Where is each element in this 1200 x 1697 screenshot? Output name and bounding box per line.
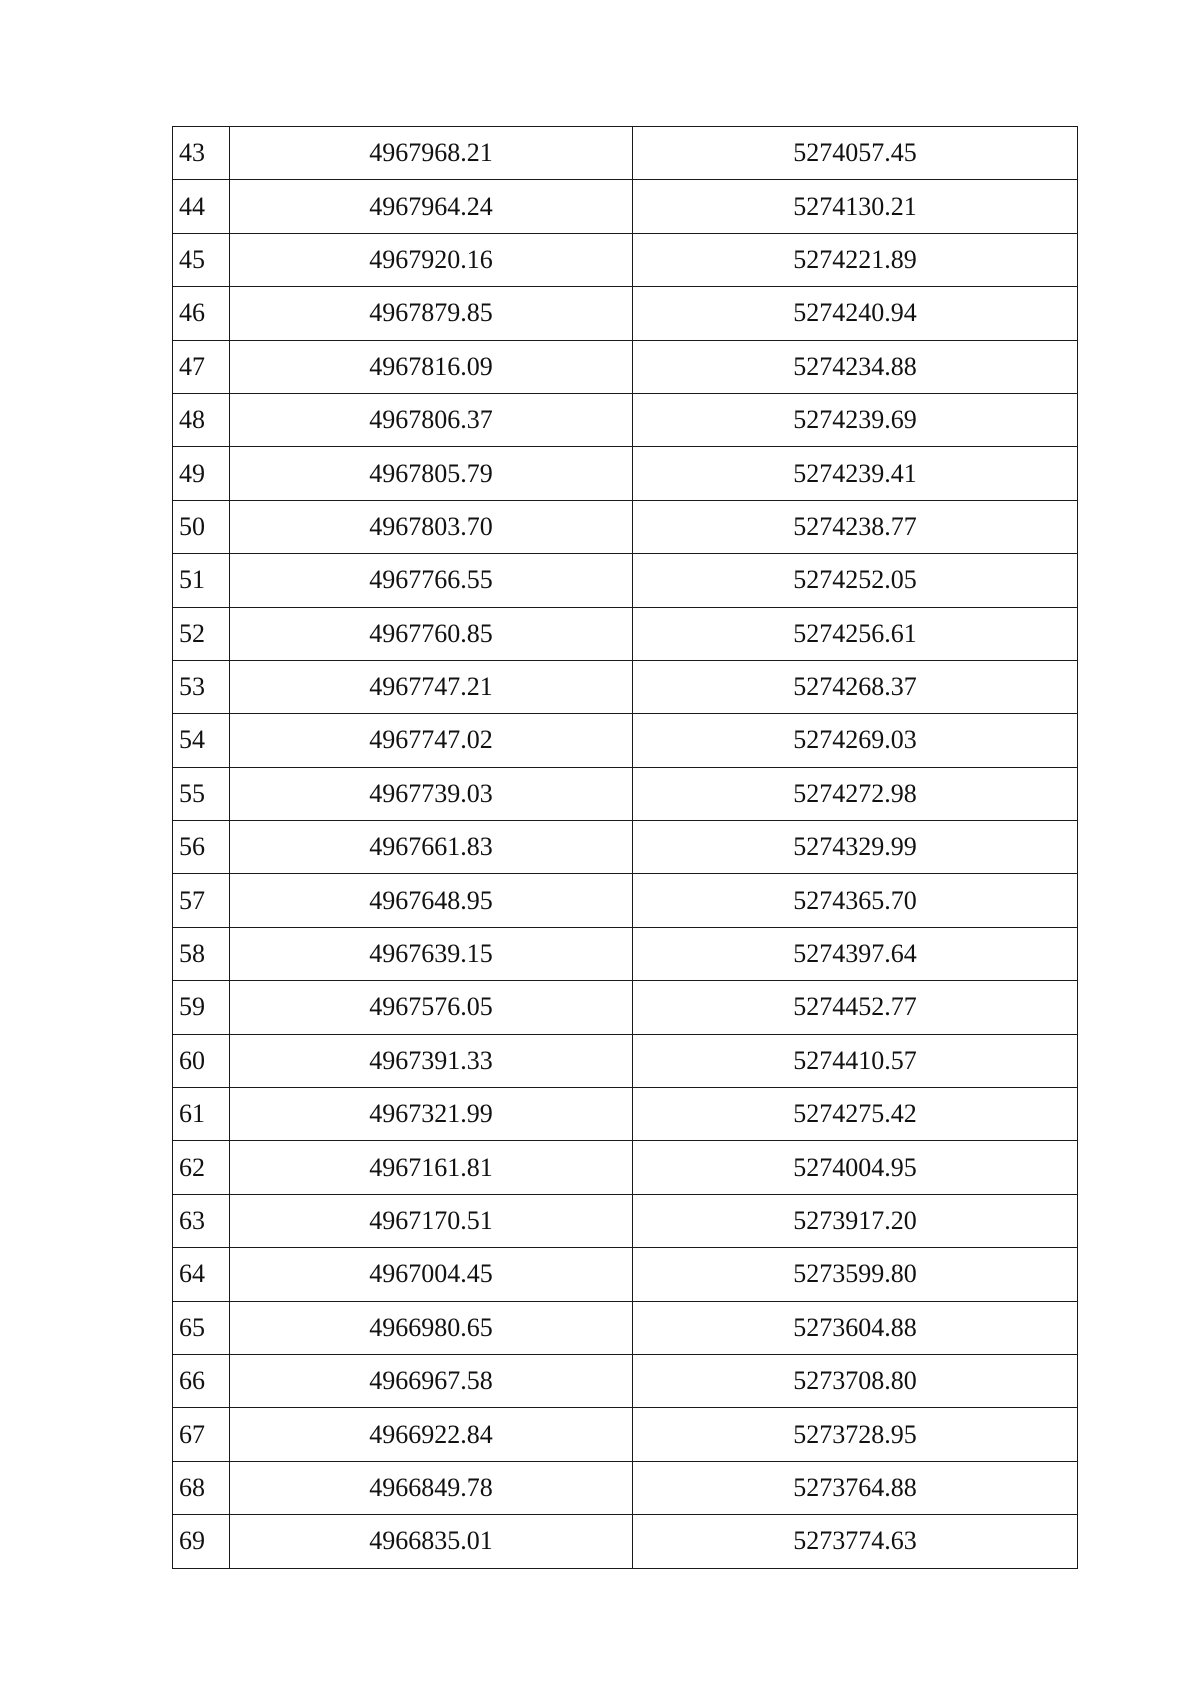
table-row: [173, 1408, 1078, 1461]
x-coordinate: 4967648.95: [230, 874, 633, 927]
row-index: 48: [173, 393, 230, 446]
row-index: 62: [173, 1141, 230, 1194]
row-index: 56: [173, 821, 230, 874]
table-row: [173, 1354, 1078, 1407]
x-coordinate: 4966967.58: [230, 1354, 633, 1407]
row-index: 47: [173, 340, 230, 393]
x-coordinate: 4967170.51: [230, 1194, 633, 1247]
y-coordinate: 5274239.69: [633, 393, 1078, 446]
x-coordinate: 4966835.01: [230, 1515, 633, 1568]
row-index: 64: [173, 1248, 230, 1301]
row-index: 49: [173, 447, 230, 500]
table-row: [173, 233, 1078, 286]
x-coordinate: 4967391.33: [230, 1034, 633, 1087]
row-index: 69: [173, 1515, 230, 1568]
table-row: [173, 874, 1078, 927]
table-row: [173, 1194, 1078, 1247]
y-coordinate: 5274130.21: [633, 180, 1078, 233]
table-row: [173, 1248, 1078, 1301]
y-coordinate: 5274365.70: [633, 874, 1078, 927]
x-coordinate: 4967805.79: [230, 447, 633, 500]
row-index: 44: [173, 180, 230, 233]
table-row: [173, 1034, 1078, 1087]
row-index: 58: [173, 927, 230, 980]
coordinate-table-body: [173, 127, 1078, 1569]
y-coordinate: 5274329.99: [633, 821, 1078, 874]
x-coordinate: 4967639.15: [230, 927, 633, 980]
y-coordinate: 5274452.77: [633, 981, 1078, 1034]
y-coordinate: 5273917.20: [633, 1194, 1078, 1247]
row-index: 52: [173, 607, 230, 660]
y-coordinate: 5273708.80: [633, 1354, 1078, 1407]
table-row: [173, 927, 1078, 980]
y-coordinate: 5274239.41: [633, 447, 1078, 500]
row-index: 51: [173, 554, 230, 607]
x-coordinate: 4967968.21: [230, 127, 633, 180]
y-coordinate: 5274275.42: [633, 1088, 1078, 1141]
y-coordinate: 5274057.45: [633, 127, 1078, 180]
row-index: 66: [173, 1354, 230, 1407]
x-coordinate: 4967576.05: [230, 981, 633, 1034]
y-coordinate: 5274234.88: [633, 340, 1078, 393]
row-index: 59: [173, 981, 230, 1034]
table-row: [173, 821, 1078, 874]
row-index: 46: [173, 287, 230, 340]
x-coordinate: 4966849.78: [230, 1461, 633, 1514]
table-row: [173, 287, 1078, 340]
row-index: 68: [173, 1461, 230, 1514]
y-coordinate: 5274410.57: [633, 1034, 1078, 1087]
x-coordinate: 4967004.45: [230, 1248, 633, 1301]
table-row: [173, 607, 1078, 660]
x-coordinate: 4967766.55: [230, 554, 633, 607]
table-row: [173, 1461, 1078, 1514]
y-coordinate: 5274269.03: [633, 714, 1078, 767]
y-coordinate: 5274272.98: [633, 767, 1078, 820]
x-coordinate: 4966922.84: [230, 1408, 633, 1461]
x-coordinate: 4966980.65: [230, 1301, 633, 1354]
table-row: [173, 127, 1078, 180]
table-row: [173, 447, 1078, 500]
y-coordinate: 5274238.77: [633, 500, 1078, 553]
x-coordinate: 4967760.85: [230, 607, 633, 660]
row-index: 57: [173, 874, 230, 927]
x-coordinate: 4967879.85: [230, 287, 633, 340]
y-coordinate: 5274256.61: [633, 607, 1078, 660]
x-coordinate: 4967816.09: [230, 340, 633, 393]
x-coordinate: 4967920.16: [230, 233, 633, 286]
row-index: 55: [173, 767, 230, 820]
y-coordinate: 5274221.89: [633, 233, 1078, 286]
table-row: [173, 340, 1078, 393]
table-row: [173, 714, 1078, 767]
x-coordinate: 4967739.03: [230, 767, 633, 820]
table-row: [173, 1141, 1078, 1194]
y-coordinate: 5273604.88: [633, 1301, 1078, 1354]
row-index: 53: [173, 660, 230, 713]
x-coordinate: 4967964.24: [230, 180, 633, 233]
y-coordinate: 5273764.88: [633, 1461, 1078, 1514]
y-coordinate: 5273728.95: [633, 1408, 1078, 1461]
y-coordinate: 5274397.64: [633, 927, 1078, 980]
table-row: [173, 1088, 1078, 1141]
row-index: 43: [173, 127, 230, 180]
y-coordinate: 5274268.37: [633, 660, 1078, 713]
table-row: [173, 767, 1078, 820]
y-coordinate: 5273774.63: [633, 1515, 1078, 1568]
row-index: 60: [173, 1034, 230, 1087]
x-coordinate: 4967321.99: [230, 1088, 633, 1141]
x-coordinate: 4967161.81: [230, 1141, 633, 1194]
table-row: [173, 981, 1078, 1034]
table-row: [173, 554, 1078, 607]
x-coordinate: 4967806.37: [230, 393, 633, 446]
x-coordinate: 4967661.83: [230, 821, 633, 874]
table-row: [173, 1301, 1078, 1354]
table-row: [173, 500, 1078, 553]
y-coordinate: 5274240.94: [633, 287, 1078, 340]
x-coordinate: 4967747.02: [230, 714, 633, 767]
coordinate-table: [172, 126, 1078, 1569]
row-index: 54: [173, 714, 230, 767]
y-coordinate: 5274004.95: [633, 1141, 1078, 1194]
table-row: [173, 660, 1078, 713]
y-coordinate: 5274252.05: [633, 554, 1078, 607]
row-index: 61: [173, 1088, 230, 1141]
x-coordinate: 4967747.21: [230, 660, 633, 713]
y-coordinate: 5273599.80: [633, 1248, 1078, 1301]
x-coordinate: 4967803.70: [230, 500, 633, 553]
table-row: [173, 393, 1078, 446]
row-index: 65: [173, 1301, 230, 1354]
table-row: [173, 180, 1078, 233]
row-index: 67: [173, 1408, 230, 1461]
row-index: 50: [173, 500, 230, 553]
row-index: 63: [173, 1194, 230, 1247]
table-row: [173, 1515, 1078, 1568]
row-index: 45: [173, 233, 230, 286]
